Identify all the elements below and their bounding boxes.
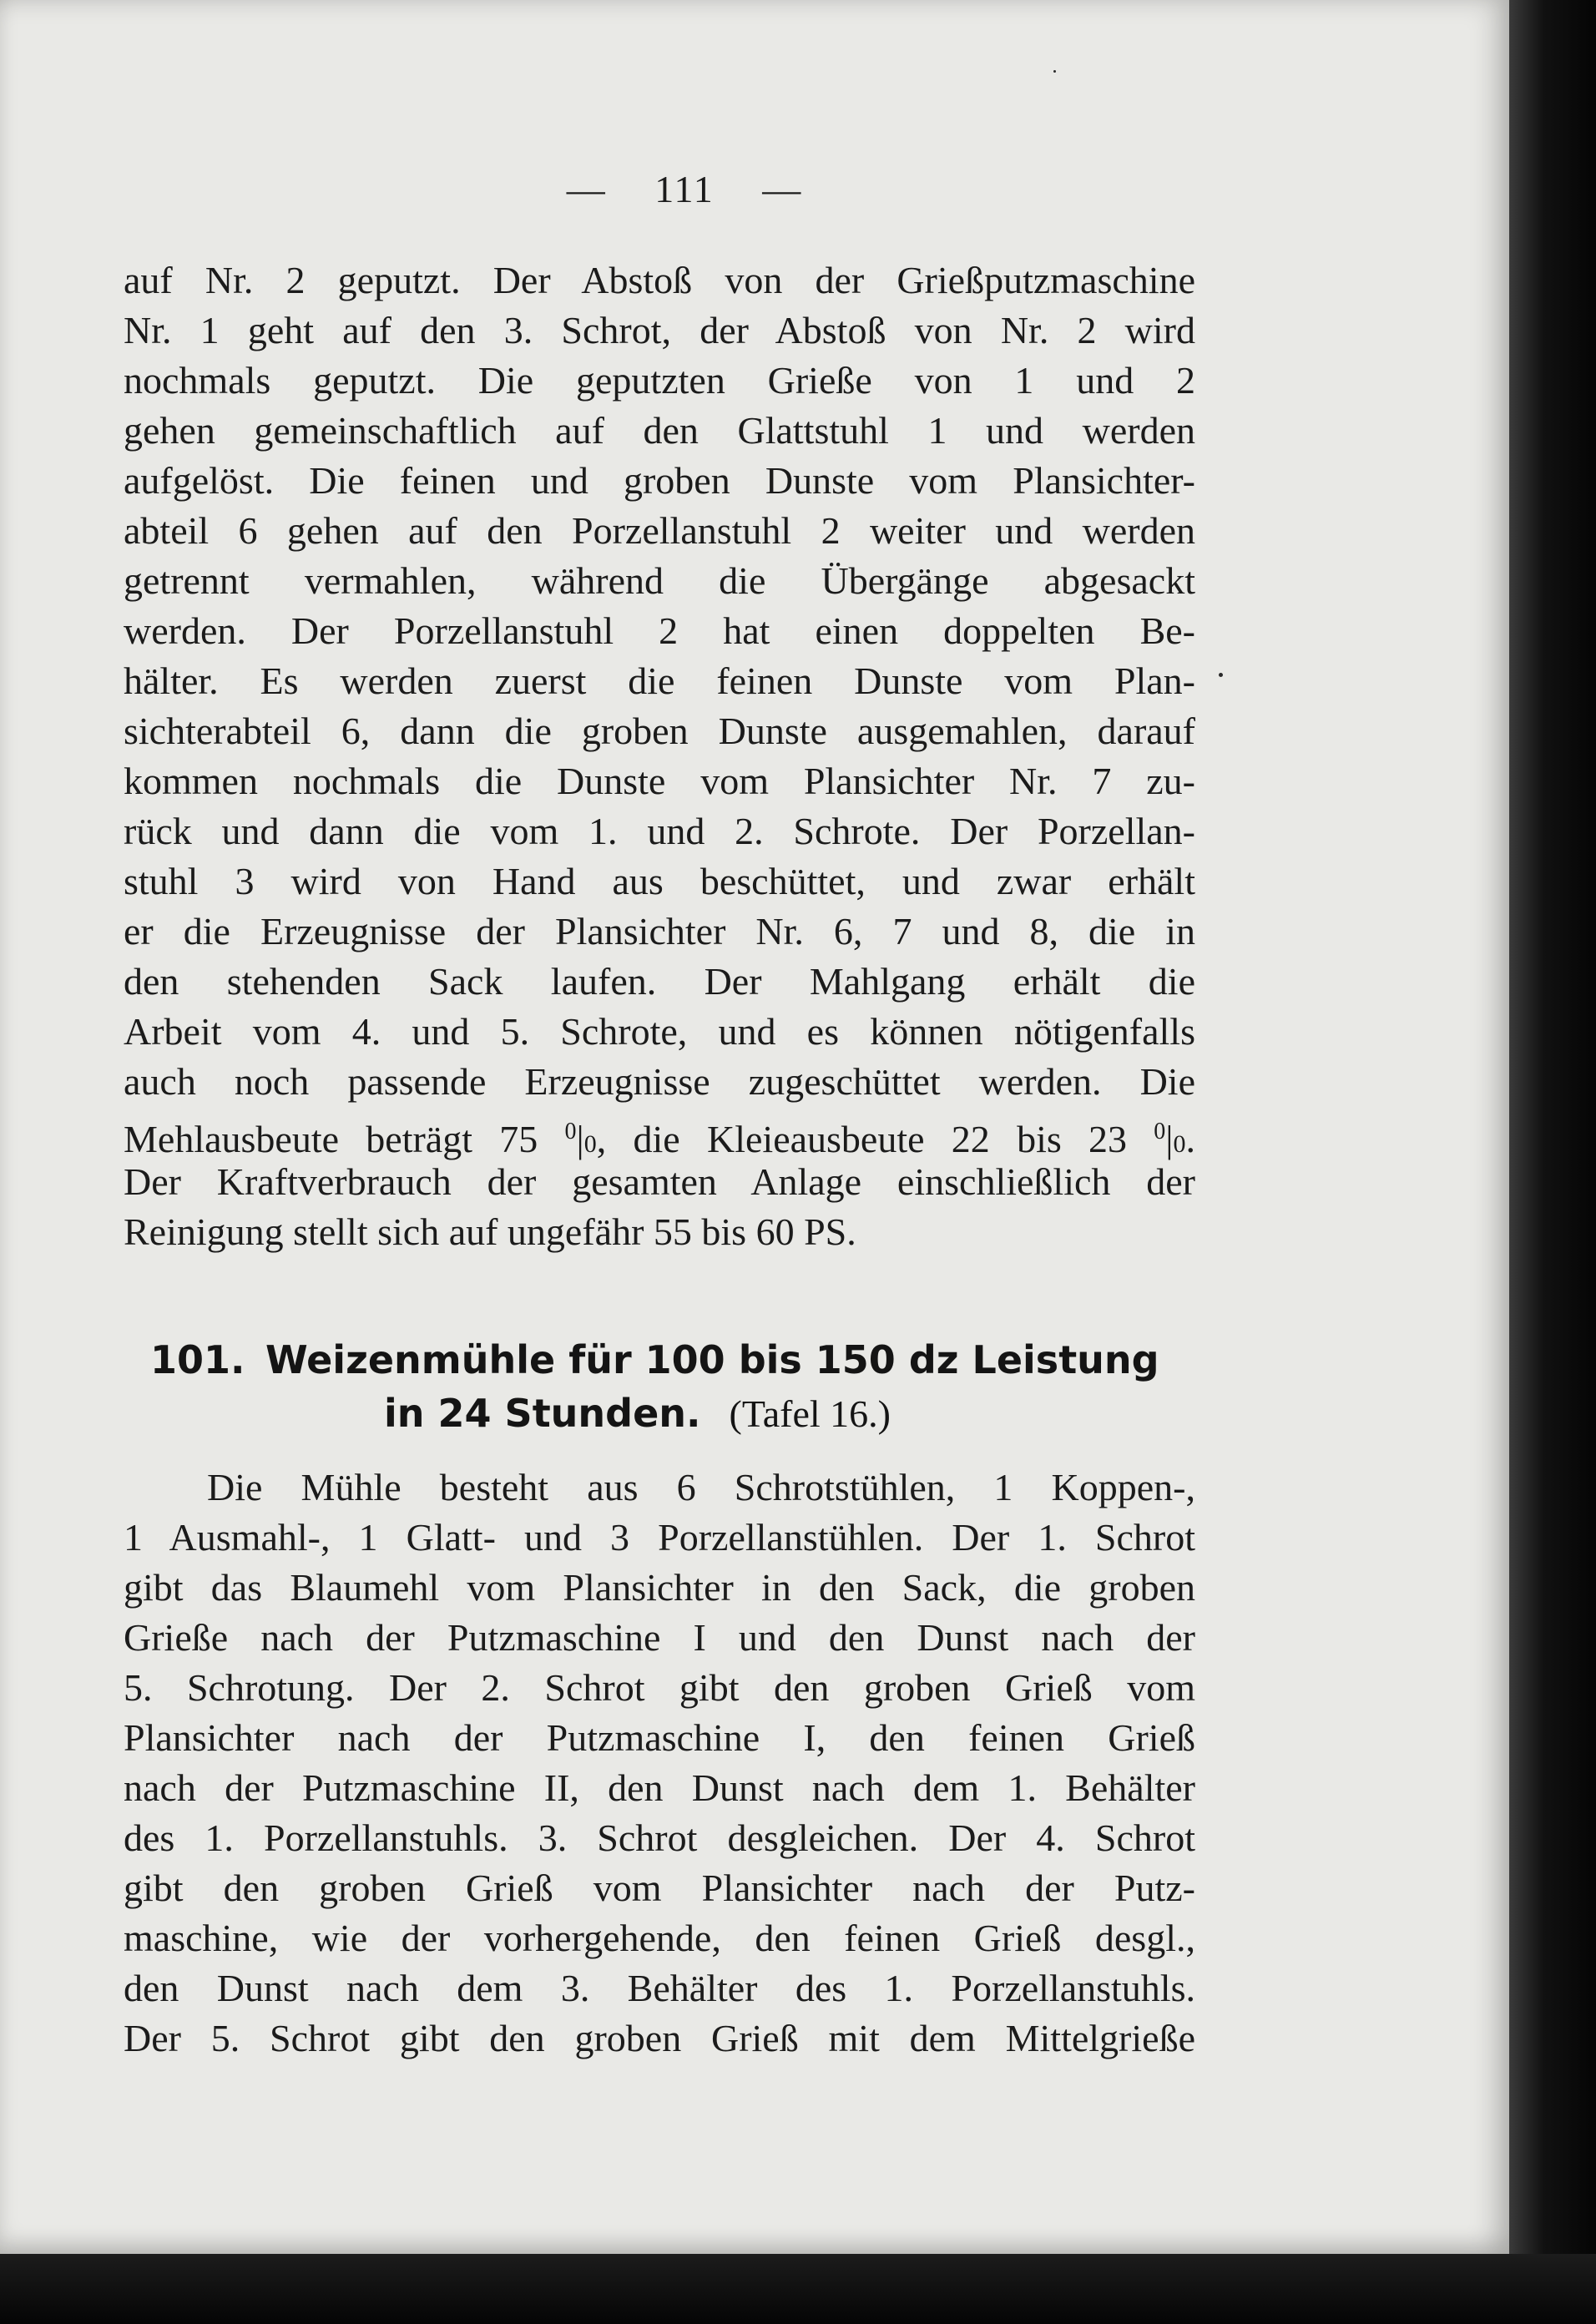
text-line: auch noch passende Erzeugnisse zugeschüttet werden. Die xyxy=(124,1060,1195,1103)
header-dash-left: — xyxy=(566,168,607,210)
text-line: hälter. Es werden zuerst die feinen Dunste vom Plan- xyxy=(124,659,1195,702)
percent-bar: | xyxy=(576,1118,584,1160)
section-heading-row-2 xyxy=(150,1391,1195,1444)
text-line: Nr. 1 geht auf den 3. Schrot, der Abstoß von Nr. 2 wird xyxy=(124,309,1195,351)
header-dash-right: — xyxy=(762,168,803,210)
percent-sub: 0 xyxy=(1173,1130,1186,1158)
text-line: den Dunst nach dem 3. Behälter des 1. Porzellanstuhls. xyxy=(124,1967,1195,2009)
text-line: des 1. Porzellanstuhls. 3. Schrot desgleichen. Der 4. Schrot xyxy=(124,1816,1195,1859)
section-heading-row-1 xyxy=(150,1337,1195,1391)
page-header xyxy=(0,167,1369,211)
text-line: gibt das Blaumehl vom Plansichter in den Sack, die groben xyxy=(124,1566,1195,1609)
text-line: rück und dann die vom 1. und 2. Schrote. Der Porzellan- xyxy=(124,810,1195,852)
yield-text-d: , die Kleieausbeute 22 bis 23 xyxy=(596,1118,1154,1160)
percent-sup: 0 xyxy=(1154,1119,1166,1144)
page-number: 111 xyxy=(654,168,715,210)
text-line: Die Mühle besteht aus 6 Schrotstühlen, 1 Koppen-, xyxy=(207,1466,1195,1508)
text-line: 5. Schrotung. Der 2. Schrot gibt den groben Grieß vom xyxy=(124,1666,1195,1709)
section-number: 101. xyxy=(150,1337,245,1382)
scan-bottom-shadow xyxy=(0,2254,1596,2324)
section-title-line-2: in 24 Stunden. xyxy=(384,1391,701,1436)
yield-line xyxy=(124,1107,1195,1160)
text-line: aufgelöst. Die feinen und groben Dunste vom Plansichter- xyxy=(124,459,1195,502)
text-line: Der Kraftverbrauch der gesamten Anlage einschließlich der xyxy=(124,1160,1195,1203)
text-line: maschine, wie der vorhergehende, den feinen Grieß desgl., xyxy=(124,1917,1195,1959)
text-line: gibt den groben Grieß vom Plansichter nach der Putz- xyxy=(124,1867,1195,1909)
text-line: Der 5. Schrot gibt den groben Grieß mit dem Mittelgrieße xyxy=(124,2017,1195,2059)
text-line: werden. Der Porzellanstuhl 2 hat einen doppelten Be- xyxy=(124,609,1195,652)
percent-sup: 0 xyxy=(564,1119,577,1144)
scan-edge-shadow xyxy=(1509,0,1596,2324)
text-line: nochmals geputzt. Die geputzten Grieße von 1 und 2 xyxy=(124,359,1195,402)
paragraph-1 xyxy=(124,255,1195,1257)
yield-text-a: Mehlausbeute beträgt 75 xyxy=(124,1118,565,1160)
text-line: den stehenden Sack laufen. Der Mahlgang erhält die xyxy=(124,960,1195,1003)
text-line: Reinigung stellt sich auf ungefähr 55 bis 60 PS. xyxy=(124,1210,856,1253)
text-line: Plansichter nach der Putzmaschine I, den feinen Grieß xyxy=(124,1716,1195,1759)
text-line: Arbeit vom 4. und 5. Schrote, und es können nötigenfalls xyxy=(124,1010,1195,1053)
paragraph-2 xyxy=(124,1463,1195,2064)
text-line: gehen gemeinschaftlich auf den Glattstuhl 1 und werden xyxy=(124,409,1195,452)
text-line: stuhl 3 wird von Hand aus beschüttet, und zwar erhält xyxy=(124,860,1195,902)
text-line: er die Erzeugnisse der Plansichter Nr. 6, 7 und 8, die in xyxy=(124,910,1195,952)
text-line: auf Nr. 2 geputzt. Der Abstoß von der Grießputzmaschine xyxy=(124,259,1195,301)
text-line: sichterabteil 6, dann die groben Dunste ausgemahlen, darauf xyxy=(124,710,1195,752)
percent-sub: 0 xyxy=(583,1130,597,1158)
text-line: abteil 6 gehen auf den Porzellanstuhl 2 weiter und werden xyxy=(124,509,1195,552)
plate-reference: (Tafel 16.) xyxy=(729,1392,891,1435)
text-line: 1 Ausmahl-, 1 Glatt- und 3 Porzellanstühlen. Der 1. Schrot xyxy=(124,1516,1195,1559)
text-line: Grieße nach der Putzmaschine I und den Dunst nach der xyxy=(124,1616,1195,1659)
section-heading xyxy=(150,1337,1195,1444)
text-line: kommen nochmals die Dunste vom Plansichter Nr. 7 zu- xyxy=(124,760,1195,802)
section-title-line-1: Weizenmühle für 100 bis 150 dz Leistung xyxy=(265,1337,1159,1382)
text-line: nach der Putzmaschine II, den Dunst nach dem 1. Behälter xyxy=(124,1766,1195,1809)
paper-speck xyxy=(1053,70,1056,73)
percent-bar: | xyxy=(1165,1118,1174,1160)
paper-speck xyxy=(1219,673,1223,677)
text-line: getrennt vermahlen, während die Übergänge abgesackt xyxy=(124,559,1195,602)
yield-text-g: . xyxy=(1185,1118,1195,1160)
